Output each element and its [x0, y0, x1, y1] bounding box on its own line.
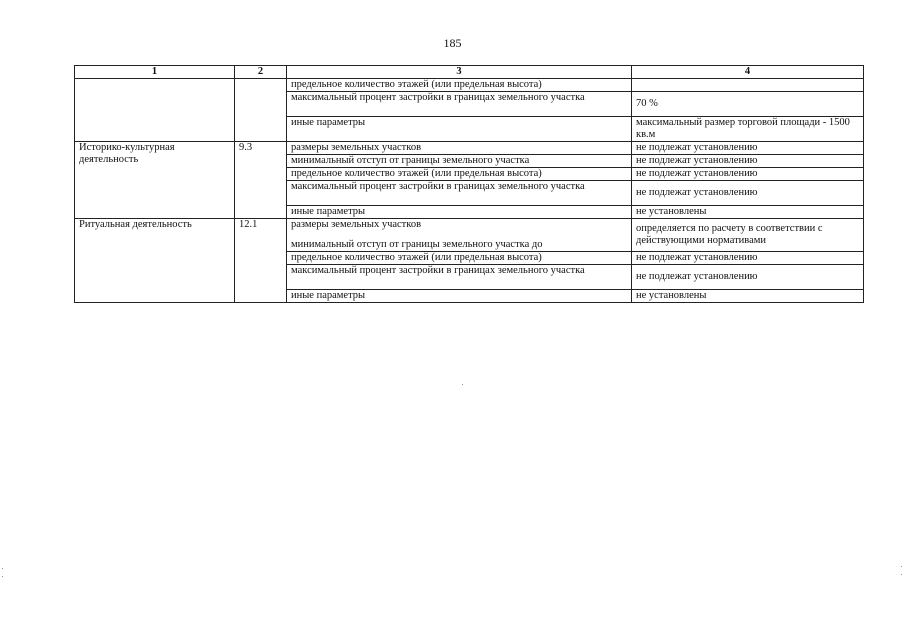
activity-code-cell: [235, 79, 287, 142]
parameters-table: [74, 65, 864, 303]
scan-speck: [462, 384, 463, 385]
parameter-cell: иные параметры: [287, 290, 632, 303]
column-header-4: 4: [632, 66, 864, 79]
column-header-1: 1: [75, 66, 235, 79]
parameter-cell: предельное количество этажей (или предельная высота): [287, 168, 632, 181]
value-cell: не установлены: [632, 206, 864, 219]
parameter-cell: минимальный отступ от границы земельного участка до: [287, 239, 632, 252]
scan-speck: [901, 566, 902, 567]
value-cell: не подлежат установлению: [632, 155, 864, 168]
value-cell: не подлежат установлению: [632, 181, 864, 206]
value-cell: [632, 79, 864, 92]
scan-speck: [901, 574, 902, 575]
column-header-2: 2: [235, 66, 287, 79]
table-row: [75, 219, 864, 240]
parameter-cell: максимальный процент застройки в границах земельного участка: [287, 265, 632, 290]
activity-code-cell: 12.1: [235, 219, 287, 303]
activity-name-cell: Ритуальная деятельность: [75, 219, 235, 303]
activity-code-cell: 9.3: [235, 142, 287, 219]
value-cell: не установлены: [632, 290, 864, 303]
scan-speck: [2, 576, 3, 577]
parameter-cell: максимальный процент застройки в границах земельного участка: [287, 92, 632, 117]
value-cell: не подлежат установлению: [632, 142, 864, 155]
parameter-cell: предельное количество этажей (или предельная высота): [287, 79, 632, 92]
column-header-3: 3: [287, 66, 632, 79]
table-row: [75, 79, 864, 92]
value-cell: определяется по расчету в соответствии с действующими нормативами: [632, 219, 864, 252]
table-row: [75, 142, 864, 155]
value-cell: не подлежат установлению: [632, 168, 864, 181]
scan-speck: [2, 568, 3, 569]
activity-name-cell: Историко-культурная деятельность: [75, 142, 235, 219]
parameter-cell: размеры земельных участков: [287, 219, 632, 240]
value-cell: максимальный размер торговой площади - 1500 кв.м: [632, 117, 864, 142]
parameter-cell: иные параметры: [287, 117, 632, 142]
page-number: 185: [443, 36, 462, 50]
activity-name-cell: [75, 79, 235, 142]
value-cell: 70 %: [632, 92, 864, 117]
parameter-cell: размеры земельных участков: [287, 142, 632, 155]
parameter-cell: минимальный отступ от границы земельного участка: [287, 155, 632, 168]
table-header-row: [75, 66, 864, 79]
value-cell: не подлежат установлению: [632, 265, 864, 290]
parameter-cell: максимальный процент застройки в границах земельного участка: [287, 181, 632, 206]
value-cell: не подлежат установлению: [632, 252, 864, 265]
parameter-cell: предельное количество этажей (или предельная высота): [287, 252, 632, 265]
parameter-cell: иные параметры: [287, 206, 632, 219]
